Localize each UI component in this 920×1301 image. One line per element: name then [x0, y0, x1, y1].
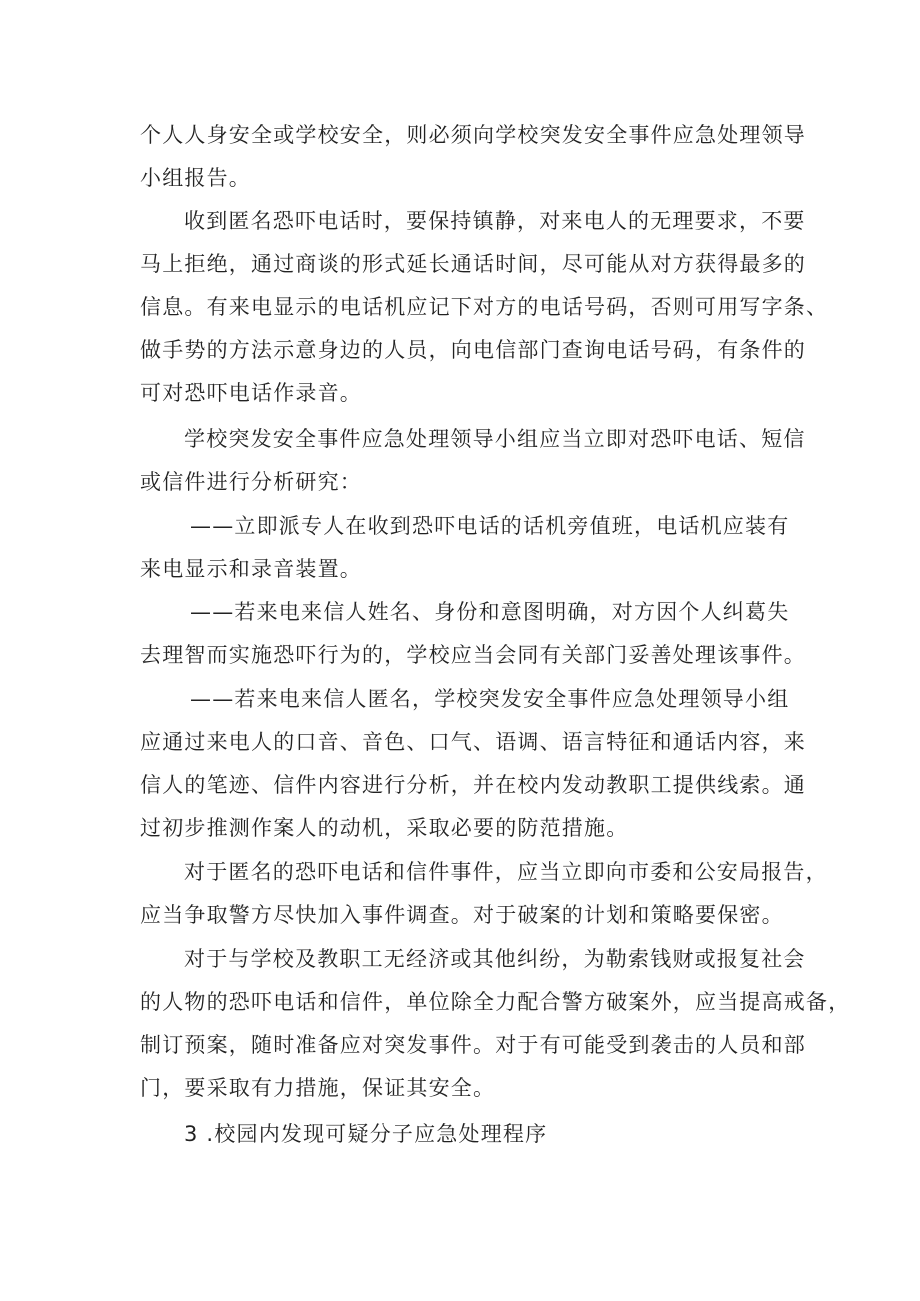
paragraph-line: 马上拒绝，通过商谈的形式延长通话时间，尽可能从对方获得最多的 [140, 252, 806, 276]
paragraph-line: 信人的笔迹、信件内容进行分析，并在校内发动教职工提供线索。通 [140, 773, 806, 797]
paragraph-line: 信息。有来电显示的电话机应记下对方的电话号码，否则可用写字条、 [140, 295, 829, 319]
paragraph-line: 的人物的恐吓电话和信件，单位除全力配合警方破案外，应当提高戒备， [140, 990, 851, 1014]
paragraph-line: ——若来电来信人姓名、身份和意图明确，对方因个人纠葛失 [190, 600, 790, 624]
section-heading: 3 .校园内发现可疑分子应急处理程序 [184, 1122, 548, 1146]
paragraph-line: 小组报告。 [140, 166, 251, 190]
paragraph-line: 应当争取警方尽快加入事件调查。对于破案的计划和策略要保密。 [140, 903, 784, 927]
paragraph-line: 对于与学校及教职工无经济或其他纠纷，为勒索钱财或报复社会 [184, 947, 806, 971]
paragraph-line: 或信件进行分析研究： [140, 470, 362, 494]
paragraph-line: 可对恐吓电话作录音。 [140, 381, 362, 405]
paragraph-line: 个人人身安全或学校安全，则必须向学校突发安全事件应急处理领导 [140, 123, 806, 147]
paragraph-line: 来电显示和录音装置。 [140, 557, 362, 581]
paragraph-line: 做手势的方法示意身边的人员，向电信部门查询电话号码，有条件的 [140, 338, 806, 362]
paragraph-line: ——立即派专人在收到恐吓电话的话机旁值班，电话机应装有 [190, 514, 790, 538]
paragraph-line: 去理智而实施恐吓行为的，学校应当会同有关部门妥善处理该事件。 [140, 643, 806, 667]
paragraph-line: 门，要采取有力措施，保证其安全。 [140, 1076, 496, 1100]
paragraph-line: 对于匿名的恐吓电话和信件事件，应当立即向市委和公安局报告， [184, 860, 828, 884]
paragraph-line: 过初步推测作案人的动机，采取必要的防范措施。 [140, 816, 629, 840]
paragraph-line: 学校突发安全事件应急处理领导小组应当立即对恐吓电话、短信 [184, 427, 806, 451]
paragraph-line: ——若来电来信人匿名，学校突发安全事件应急处理领导小组 [190, 687, 790, 711]
paragraph-line: 应通过来电人的口音、音色、口气、语调、语言特征和通话内容，来 [140, 730, 806, 754]
paragraph-line: 制订预案，随时准备应对突发事件。对于有可能受到袭击的人员和部 [140, 1033, 806, 1057]
paragraph-line: 收到匿名恐吓电话时，要保持镇静，对来电人的无理要求，不要 [184, 209, 806, 233]
